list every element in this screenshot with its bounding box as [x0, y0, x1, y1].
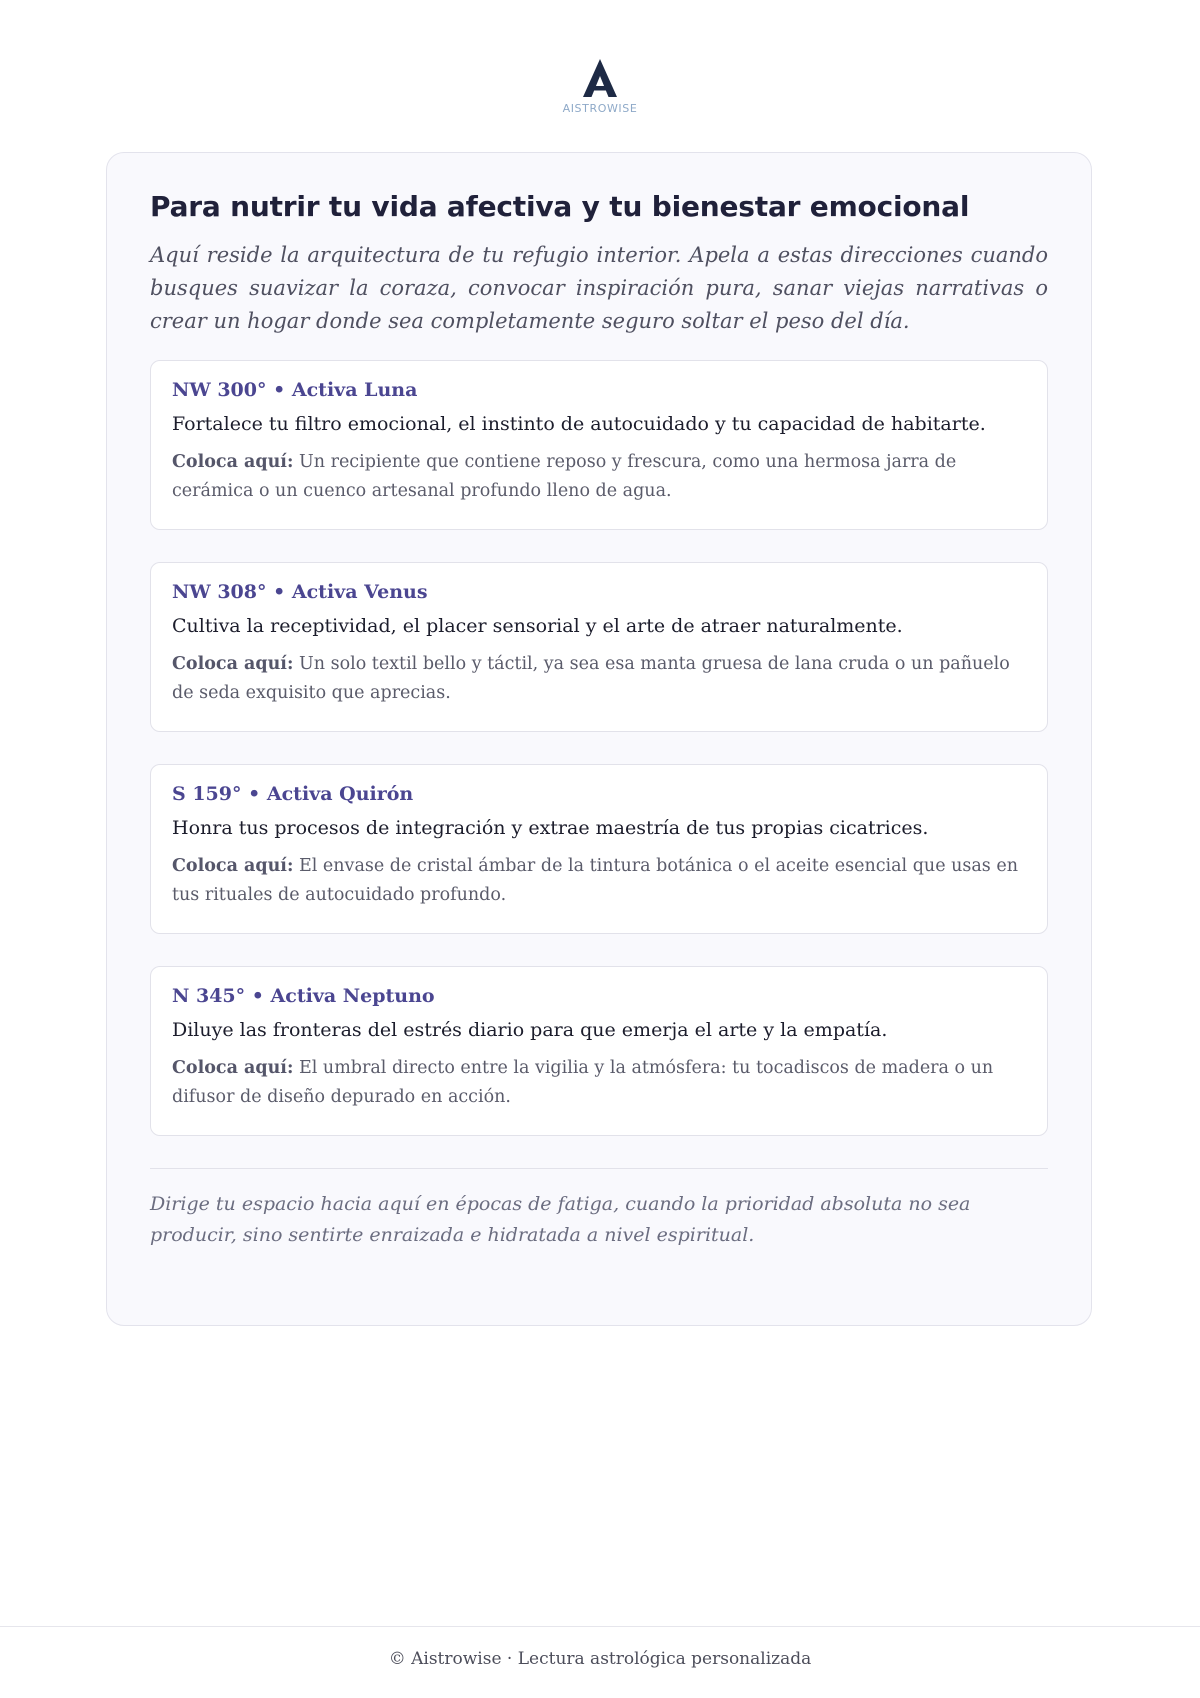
placement-label: Coloca aquí:	[172, 654, 294, 674]
direction-description: Fortalece tu filtro emocional, el instinto de autocuidado y tu capacidad de habitarte.	[172, 413, 986, 435]
placement-text: El umbral directo entre la vigilia y la atmósfera: tu tocadiscos de madera o un difusor de diseño depurado en acción.	[172, 1058, 994, 1107]
direction-placement	[172, 1054, 1026, 1112]
placement-text: El envase de cristal ámbar de la tintura botánica o el aceite esencial que usas en tus rituales de autocuidado profundo.	[172, 856, 1018, 905]
page-footer	[0, 1626, 1200, 1698]
direction-heading: NW 300° • Activa Luna	[172, 379, 418, 401]
footer-text: © Aistrowise · Lectura astrológica personalizada	[388, 1649, 812, 1669]
direction-placement	[172, 650, 1026, 708]
closing-note: Dirige tu espacio hacia aquí en épocas de fatiga, cuando la prioridad absoluta no sea producir, sino sentirte enraizada e hidratada a nivel espiritual.	[150, 1193, 971, 1246]
direction-heading: NW 308° • Activa Venus	[172, 581, 428, 603]
direction-heading: N 345° • Activa Neptuno	[172, 985, 435, 1007]
direction-description: Cultiva la receptividad, el placer sensorial y el arte de atraer naturalmente.	[172, 615, 903, 637]
section-title: Para nutrir tu vida afectiva y tu bienestar emocional	[150, 190, 970, 223]
placement-label: Coloca aquí:	[172, 856, 294, 876]
placement-label: Coloca aquí:	[172, 1058, 294, 1078]
placement-text: Un solo textil bello y táctil, ya sea esa manta gruesa de lana cruda o un pañuelo de seda exquisito que aprecias.	[172, 654, 1010, 703]
direction-card-venus	[150, 562, 1048, 732]
letter-a-logo-icon	[579, 58, 621, 98]
direction-heading: S 159° • Activa Quirón	[172, 783, 414, 805]
direction-card-luna	[150, 360, 1048, 530]
direction-placement	[172, 852, 1026, 910]
direction-list	[150, 360, 1048, 1136]
section-intro: Aquí reside la arquitectura de tu refugio interior. Apela a estas direcciones cuando busques suavizar la coraza, convocar inspiración pura, sanar viejas narrativas o crear un hogar donde sea completamente seguro soltar el peso del día.	[150, 243, 1048, 333]
direction-placement	[172, 448, 1026, 506]
content-card	[106, 152, 1092, 1326]
direction-card-quiron	[150, 764, 1048, 934]
brand-logo	[0, 58, 1200, 115]
direction-description: Honra tus procesos de integración y extrae maestría de tus propias cicatrices.	[172, 817, 929, 839]
brand-wordmark: AISTROWISE	[562, 102, 638, 115]
direction-card-neptuno	[150, 966, 1048, 1136]
placement-text: Un recipiente que contiene reposo y frescura, como una hermosa jarra de cerámica o un cuenco artesanal profundo lleno de agua.	[172, 452, 957, 501]
placement-label: Coloca aquí:	[172, 452, 294, 472]
divider	[150, 1168, 1048, 1169]
direction-description: Diluye las fronteras del estrés diario para que emerja el arte y la empatía.	[172, 1019, 888, 1041]
